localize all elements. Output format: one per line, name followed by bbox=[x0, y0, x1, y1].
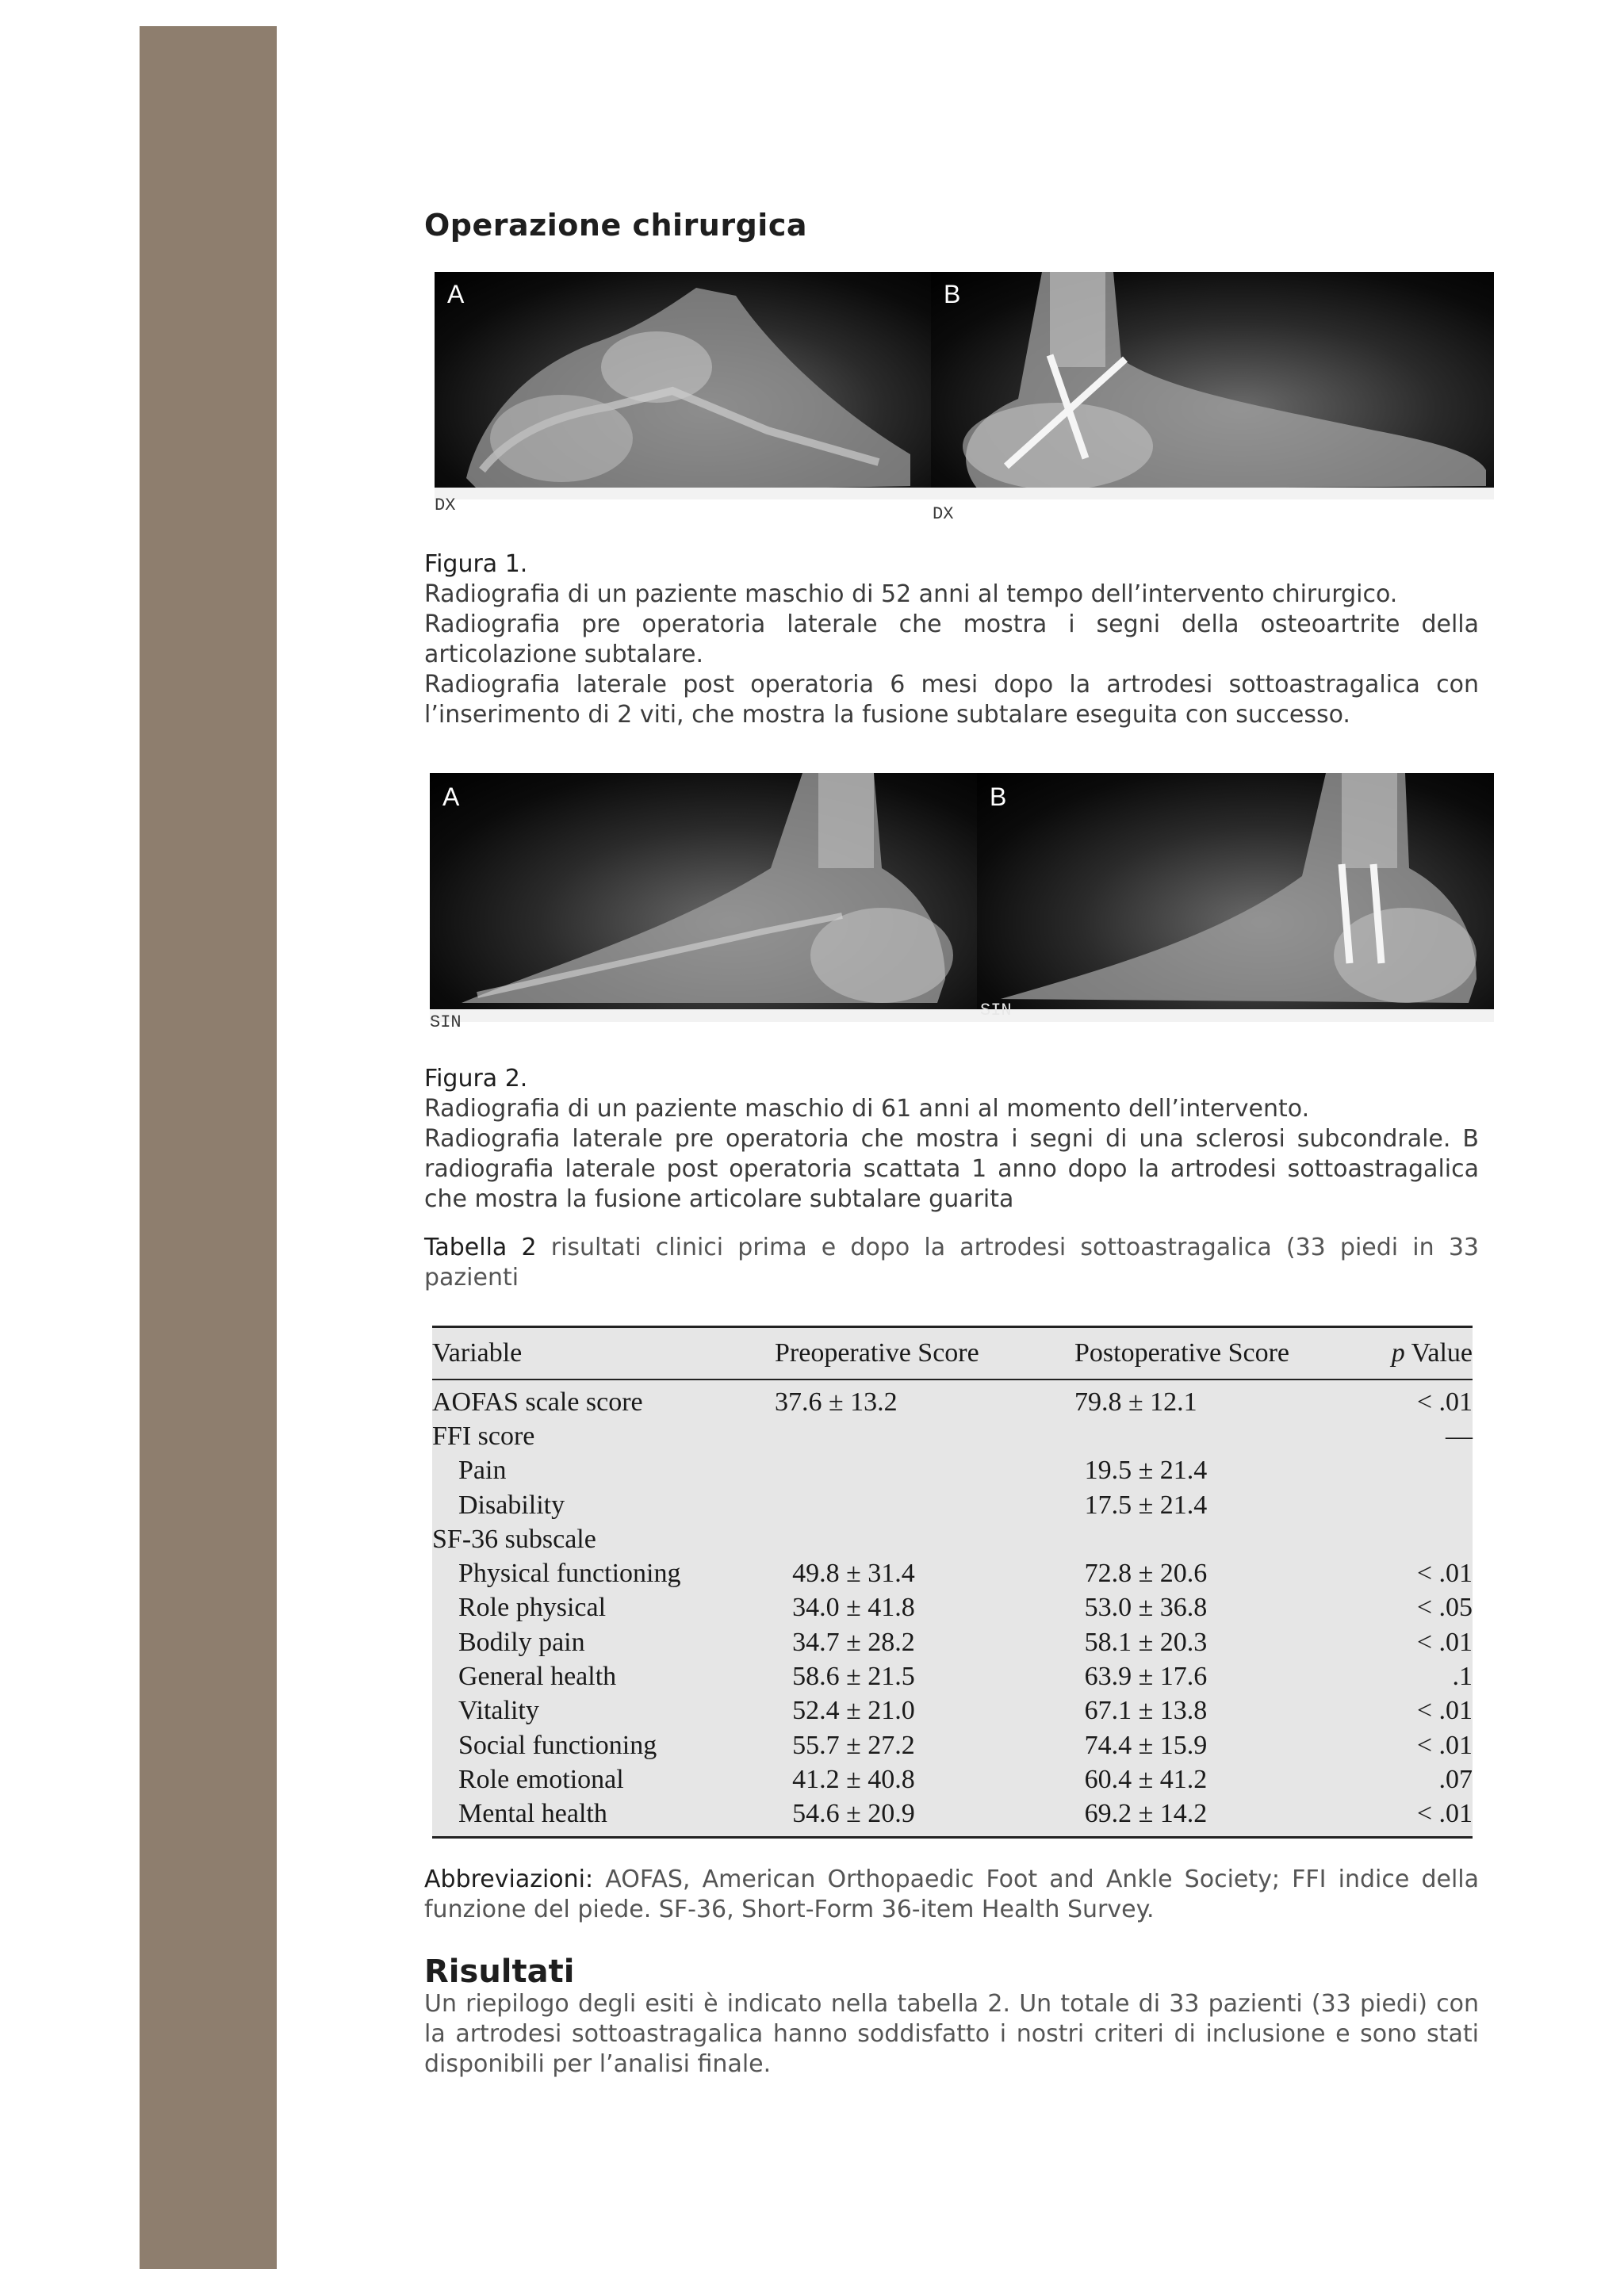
cell-p: < .05 bbox=[1416, 1593, 1473, 1623]
cell-p: .07 bbox=[1438, 1764, 1473, 1794]
foot-xray-image bbox=[435, 272, 931, 499]
results-body: Un riepilogo degli esiti è indicato nella tabella 2. Un totale di 33 pazienti (33 piedi) con la artrodesi sottoastragalica hanno soddisfatto i nostri criteri di inclusione e sono stati disponibili per l’analisi finale. bbox=[424, 1990, 1479, 2078]
cell-variable: Bodily pain bbox=[458, 1627, 585, 1657]
table-caption bbox=[424, 1233, 1479, 1293]
caption-line: Radiografia laterale pre operatoria che mostra i segni di una sclerosi subcondrale. B radiografia laterale post operatoria scattata 1 anno dopo la artrodesi sottoastragalica che mostra la fusione articolare subtalare guarita bbox=[424, 1125, 1479, 1213]
header-preoperative: Preoperative Score bbox=[775, 1338, 979, 1368]
foot-xray-image bbox=[977, 773, 1494, 1022]
panel-letter-a: A bbox=[447, 280, 465, 308]
table-row bbox=[432, 1591, 1473, 1625]
side-marker: SIN bbox=[430, 1012, 462, 1032]
side-marker: DX bbox=[933, 504, 954, 524]
caption-title: Figura 2. bbox=[424, 1065, 528, 1093]
cell-post: 63.9 ± 17.6 bbox=[1084, 1662, 1208, 1692]
figure-2-panel-b bbox=[977, 773, 1494, 1022]
table-row bbox=[432, 1556, 1473, 1590]
results-table bbox=[432, 1326, 1473, 1839]
cell-post: 72.8 ± 20.6 bbox=[1084, 1559, 1208, 1589]
cell-variable: Mental health bbox=[458, 1799, 607, 1829]
header-p-rest: Value bbox=[1404, 1338, 1473, 1368]
table-row bbox=[432, 1488, 1473, 1522]
results-heading: Risultati bbox=[424, 1954, 575, 1990]
header-variable: Variable bbox=[432, 1338, 523, 1368]
foot-xray-image bbox=[931, 272, 1494, 499]
cell-p: < .01 bbox=[1416, 1627, 1473, 1657]
side-band bbox=[140, 26, 277, 2269]
cell-p: < .01 bbox=[1416, 1559, 1473, 1589]
cell-variable: AOFAS scale score bbox=[432, 1387, 643, 1417]
abbreviations-lead: Abbreviazioni: bbox=[424, 1866, 594, 1893]
table-row bbox=[432, 1419, 1473, 1453]
table-header-row bbox=[432, 1328, 1473, 1380]
cell-pre: 34.7 ± 28.2 bbox=[792, 1627, 915, 1657]
section-title: Operazione chirurgica bbox=[424, 208, 807, 243]
panel-letter-b: B bbox=[944, 280, 961, 308]
table-caption-text: risultati clinici prima e dopo la artrodesi sottoastragalica (33 piedi in 33 pazienti bbox=[424, 1234, 1479, 1292]
cell-p: < .01 bbox=[1416, 1696, 1473, 1726]
cell-pre: 55.7 ± 27.2 bbox=[792, 1730, 915, 1760]
cell-post: 79.8 ± 12.1 bbox=[1074, 1387, 1197, 1417]
cell-pre: 37.6 ± 13.2 bbox=[775, 1387, 898, 1417]
cell-p: < .01 bbox=[1416, 1799, 1473, 1829]
cell-post: 17.5 ± 21.4 bbox=[1084, 1490, 1208, 1520]
table-row bbox=[432, 1797, 1473, 1831]
figure-1-panel-a bbox=[435, 272, 931, 499]
figure-2-caption bbox=[424, 1064, 1479, 1215]
table-row bbox=[432, 1694, 1473, 1728]
panel-letter-a: A bbox=[442, 783, 460, 811]
caption-line: Radiografia di un paziente maschio di 52 anni al tempo dell’intervento chirurgico. bbox=[424, 580, 1398, 608]
header-p-value bbox=[1374, 1338, 1473, 1368]
cell-pre: 54.6 ± 20.9 bbox=[792, 1799, 915, 1829]
cell-pre: 58.6 ± 21.5 bbox=[792, 1662, 915, 1692]
cell-variable: Pain bbox=[458, 1456, 507, 1486]
foot-xray-image bbox=[430, 773, 977, 1022]
table-row bbox=[432, 1659, 1473, 1693]
header-postoperative: Postoperative Score bbox=[1074, 1338, 1289, 1368]
caption-title: Figura 1. bbox=[424, 550, 528, 578]
table-row bbox=[432, 1385, 1473, 1419]
cell-post: 67.1 ± 13.8 bbox=[1084, 1696, 1208, 1726]
cell-p: .1 bbox=[1452, 1662, 1473, 1692]
caption-line: Radiografia pre operatoria laterale che mostra i segni della osteoartrite della articolazione subtalare. bbox=[424, 610, 1479, 668]
caption-line: Radiografia laterale post operatoria 6 mesi dopo la artrodesi sottoastragalica con l’inserimento di 2 viti, che mostra la fusione subtalare eseguita con successo. bbox=[424, 671, 1479, 729]
figure-2-panel-a bbox=[430, 773, 977, 1022]
cell-post: 60.4 ± 41.2 bbox=[1084, 1764, 1208, 1794]
figure-1-panel-b bbox=[931, 272, 1494, 499]
table-body bbox=[432, 1380, 1473, 1836]
cell-variable: Role physical bbox=[458, 1593, 607, 1623]
side-marker: DX bbox=[435, 496, 456, 515]
cell-variable: SF-36 subscale bbox=[432, 1524, 596, 1554]
cell-p: < .01 bbox=[1416, 1387, 1473, 1417]
cell-pre: 34.0 ± 41.8 bbox=[792, 1593, 915, 1623]
cell-post: 74.4 ± 15.9 bbox=[1084, 1730, 1208, 1760]
abbreviations bbox=[424, 1865, 1479, 1925]
table-row bbox=[432, 1522, 1473, 1556]
cell-variable: FFI score bbox=[432, 1421, 535, 1451]
cell-variable: Role emotional bbox=[458, 1764, 624, 1794]
figure-1-caption bbox=[424, 549, 1479, 730]
cell-post: 69.2 ± 14.2 bbox=[1084, 1799, 1208, 1829]
cell-post: 58.1 ± 20.3 bbox=[1084, 1627, 1208, 1657]
abbreviations-text: AOFAS, American Orthopaedic Foot and Ankle Society; FFI indice della funzione del piede. SF-36, Short-Form 36-item Health Survey. bbox=[424, 1866, 1479, 1923]
cell-pre: 41.2 ± 40.8 bbox=[792, 1764, 915, 1794]
caption-line: Radiografia di un paziente maschio di 61 anni al momento dell’intervento. bbox=[424, 1095, 1310, 1123]
figure-1-images bbox=[435, 272, 1494, 499]
cell-p: — bbox=[1446, 1421, 1473, 1451]
table-caption-lead: Tabella 2 bbox=[424, 1234, 537, 1261]
table-row bbox=[432, 1762, 1473, 1797]
cell-post: 19.5 ± 21.4 bbox=[1084, 1456, 1208, 1486]
cell-variable: Disability bbox=[458, 1490, 565, 1520]
cell-post: 53.0 ± 36.8 bbox=[1084, 1593, 1208, 1623]
cell-p: < .01 bbox=[1416, 1730, 1473, 1760]
header-p-italic: p bbox=[1391, 1338, 1405, 1368]
cell-variable: General health bbox=[458, 1662, 617, 1692]
side-marker: SIN bbox=[980, 1001, 1012, 1020]
figure-2-images bbox=[430, 773, 1494, 1022]
cell-variable: Social functioning bbox=[458, 1730, 657, 1760]
table-row bbox=[432, 1625, 1473, 1659]
table-row bbox=[432, 1454, 1473, 1488]
cell-variable: Vitality bbox=[458, 1696, 539, 1726]
cell-pre: 49.8 ± 31.4 bbox=[792, 1559, 915, 1589]
table-row bbox=[432, 1728, 1473, 1762]
cell-pre: 52.4 ± 21.0 bbox=[792, 1696, 915, 1726]
cell-variable: Physical functioning bbox=[458, 1559, 681, 1589]
panel-letter-b: B bbox=[990, 783, 1007, 811]
